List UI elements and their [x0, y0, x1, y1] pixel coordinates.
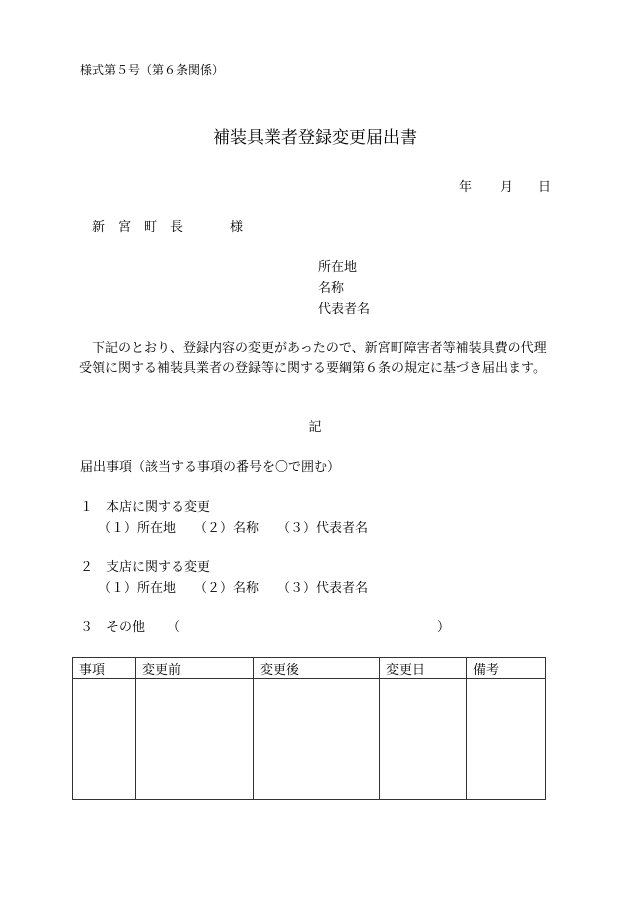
other-paren-open: （ [167, 620, 181, 635]
option-representative: （３）代表者名 [277, 581, 369, 596]
applicant-fields [318, 260, 370, 323]
col-header-item: 事項 [73, 658, 136, 679]
cell-remarks[interactable] [467, 679, 546, 800]
date-month-label: 月 [500, 180, 514, 195]
cell-after[interactable] [254, 679, 380, 800]
option-name: （２）名称 [194, 581, 260, 596]
option-address: （１）所在地 [98, 581, 177, 596]
field-address-label: 所在地 [318, 260, 358, 275]
field-representative-label: 代表者名 [318, 302, 371, 317]
addressee-honorific: 様 [230, 220, 244, 235]
col-header-after: 変更後 [254, 658, 380, 679]
table-header-row [73, 658, 546, 679]
section2-options [98, 581, 386, 597]
section3-heading: ３ その他 [80, 620, 146, 635]
addressee-char: 町 [144, 220, 158, 235]
option-representative: （３）代表者名 [277, 521, 369, 536]
col-header-change-date: 変更日 [380, 658, 467, 679]
col-header-remarks: 備考 [467, 658, 546, 679]
ki-marker: 記 [308, 420, 322, 435]
section2-heading: ２ 支店に関する変更 [80, 560, 211, 575]
date-year-label: 年 [459, 180, 473, 195]
addressee-char: 宮 [118, 220, 132, 235]
table-row [73, 679, 546, 800]
field-name-label: 名称 [318, 281, 345, 296]
other-paren-close: ） [437, 620, 451, 635]
addressee [92, 220, 243, 236]
section1-heading: １ 本店に関する変更 [80, 500, 211, 515]
cell-item[interactable] [73, 679, 136, 800]
option-address: （１）所在地 [98, 521, 177, 536]
document-title: 補装具業者登録変更届出書 [213, 128, 417, 148]
changes-table [72, 657, 546, 800]
date-day-label: 日 [538, 180, 552, 195]
cell-before[interactable] [136, 679, 254, 800]
col-header-before: 変更前 [136, 658, 254, 679]
option-name: （２）名称 [194, 521, 260, 536]
form-number: 様式第５号（第６条関係） [80, 63, 225, 77]
addressee-char: 長 [170, 220, 184, 235]
addressee-char: 新 [92, 220, 106, 235]
cell-change-date[interactable] [380, 679, 467, 800]
body-paragraph: 下記のとおり、登録内容の変更があったので、新宮町障害者等補装具費の代理受領に関する補装具業者の登録等に関する要綱第６条の規定に基づき届出ます。 [79, 341, 547, 376]
notice-heading: 届出事項（該当する事項の番号を〇で囲む） [80, 460, 341, 475]
section1-options [98, 521, 386, 537]
